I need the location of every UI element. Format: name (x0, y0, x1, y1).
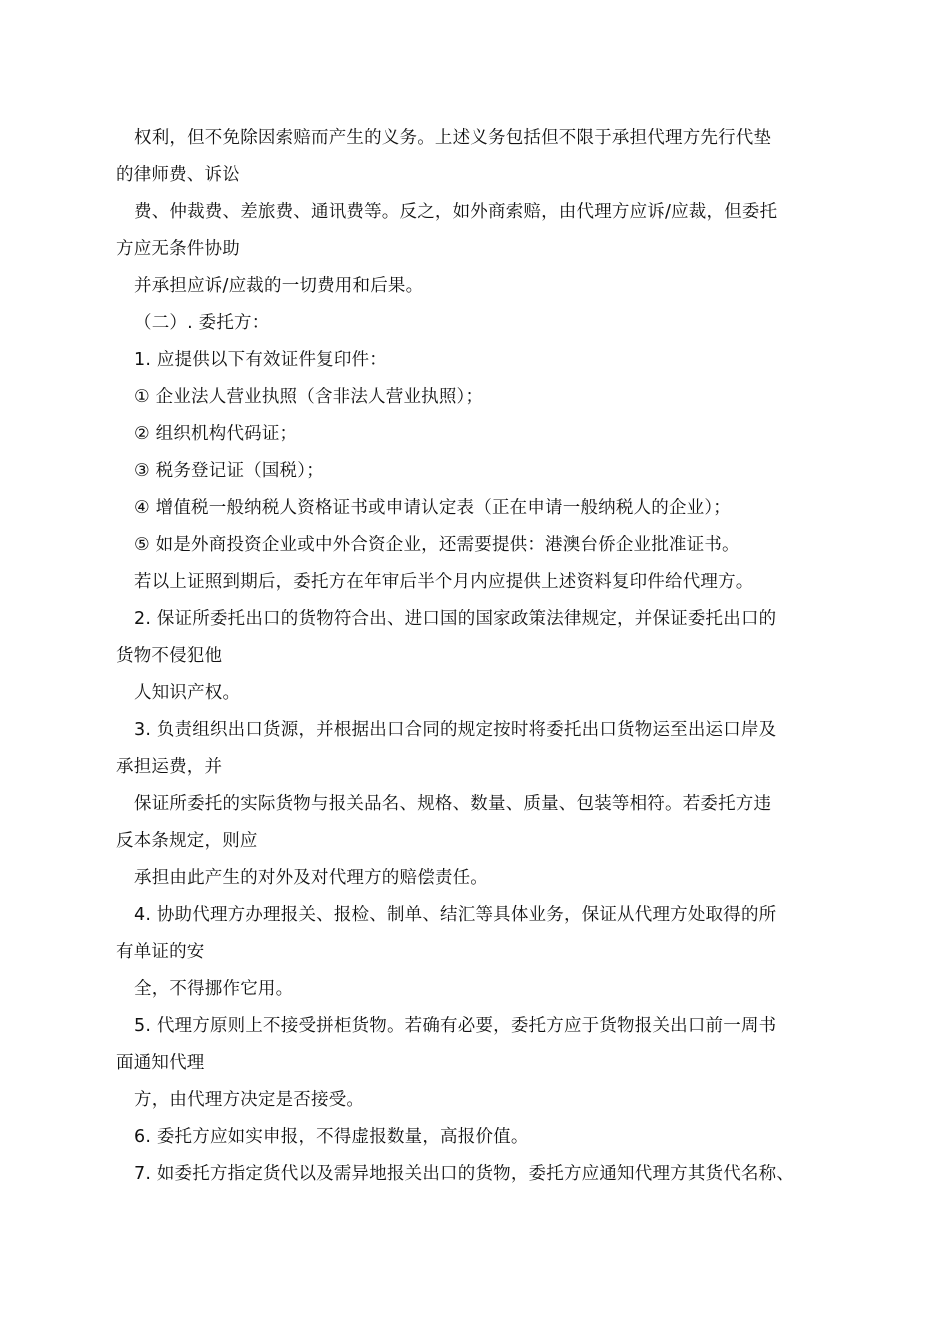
text-line: 的律师费、诉讼 (116, 165, 240, 185)
text-line: 权利，但不免除因索赔而产生的义务。上述义务包括但不限于承担代理方先行代垫 (134, 128, 772, 148)
text-line: （二）. 委托方： (134, 313, 270, 333)
text-line: 2. 保证所委托出口的货物符合出、进口国的国家政策法律规定，并保证委托出口的 (134, 609, 777, 629)
text-line: ④ 增值税一般纳税人资格证书或申请认定表（正在申请一般纳税人的企业）； (134, 498, 731, 518)
text-line: 4. 协助代理方办理报关、报检、制单、结汇等具体业务，保证从代理方处取得的所 (134, 905, 777, 925)
text-line: ① 企业法人营业执照（含非法人营业执照）； (134, 387, 484, 407)
text-line: 人知识产权。 (134, 683, 241, 703)
text-line: 1. 应提供以下有效证件复印件： (134, 350, 387, 370)
text-line: 承担由此产生的对外及对代理方的赔偿责任。 (134, 868, 488, 888)
text-line: 货物不侵犯他 (116, 646, 223, 666)
text-line: 6. 委托方应如实申报，不得虚报数量，高报价值。 (134, 1127, 529, 1147)
text-line: 7. 如委托方指定货代以及需异地报关出口的货物，委托方应通知代理方其货代名称、 (134, 1164, 795, 1184)
text-line: 并承担应诉/应裁的一切费用和后果。 (134, 276, 424, 296)
text-line: 费、仲裁费、差旅费、通讯费等。反之，如外商索赔，由代理方应诉/应裁，但委托 (134, 202, 778, 222)
text-line: 5. 代理方原则上不接受拼柜货物。若确有必要，委托方应于货物报关出口前一周书 (134, 1016, 777, 1036)
text-line: ③ 税务登记证（国税）； (134, 461, 324, 481)
text-line: ② 组织机构代码证； (134, 424, 298, 444)
text-line: 若以上证照到期后，委托方在年审后半个月内应提供上述资料复印件给代理方。 (134, 572, 754, 592)
text-line: 保证所委托的实际货物与报关品名、规格、数量、质量、包装等相符。若委托方违 (134, 794, 772, 814)
text-line: 方，由代理方决定是否接受。 (134, 1090, 365, 1110)
text-line: 面通知代理 (116, 1053, 205, 1073)
text-line: 3. 负责组织出口货源，并根据出口合同的规定按时将委托出口货物运至出运口岸及 (134, 720, 777, 740)
text-line: 全，不得挪作它用。 (134, 979, 294, 999)
text-line: ⑤ 如是外商投资企业或中外合资企业，还需要提供：港澳台侨企业批准证书。 (134, 535, 740, 555)
document-page (116, 120, 846, 1193)
text-line: 承担运费，并 (116, 757, 223, 777)
text-line: 反本条规定，则应 (116, 831, 258, 851)
text-line: 有单证的安 (116, 942, 205, 962)
text-line: 方应无条件协助 (116, 239, 240, 259)
